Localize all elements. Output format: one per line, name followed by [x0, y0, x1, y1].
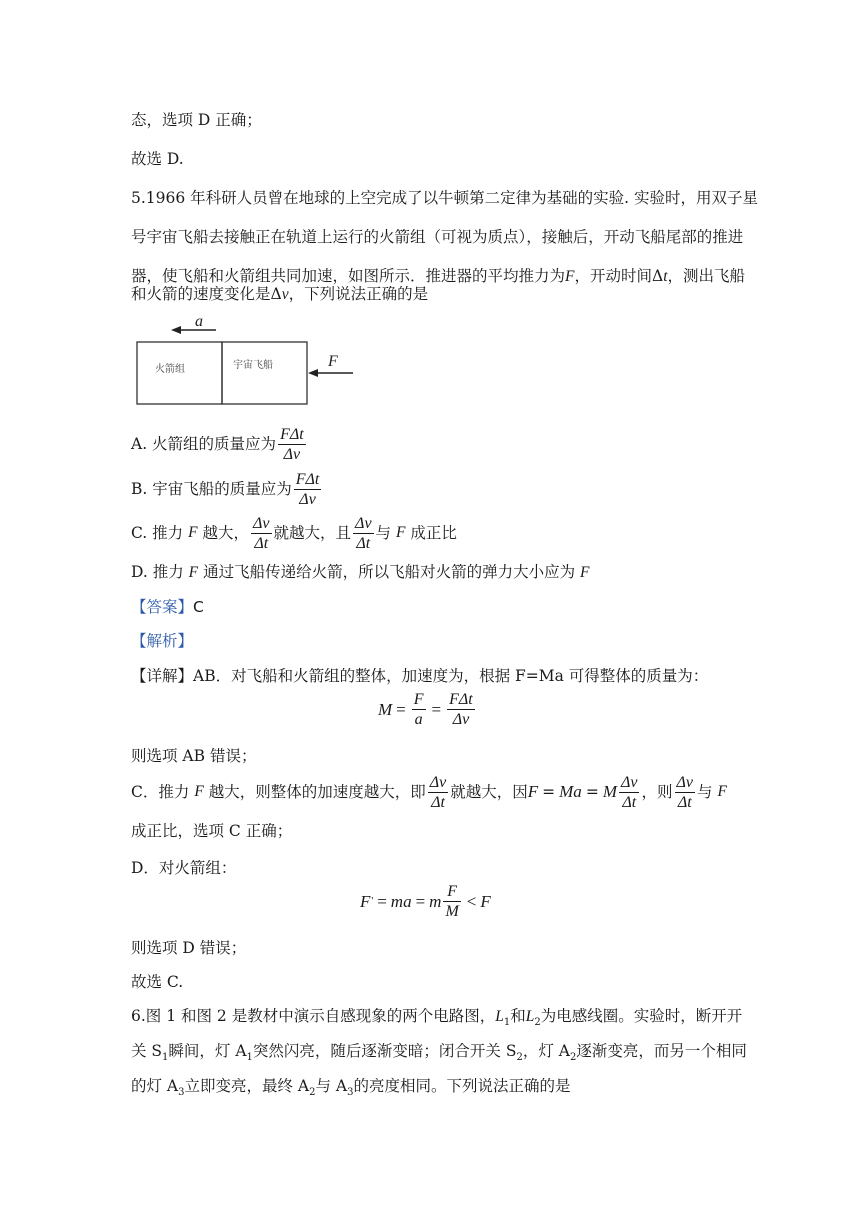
var-m: m — [429, 891, 442, 911]
subscript: 2 — [534, 1017, 541, 1029]
ship-label: 宇宙飞船 — [233, 360, 273, 371]
text: AB．对飞船和火箭组的整体，加速度为，根据 F=Ma 可得整体的质量为： — [193, 667, 709, 685]
fraction — [428, 773, 449, 812]
analysis-c — [131, 769, 727, 815]
text: 通过飞船传递给火箭，所以飞船对火箭的弹力大小应为 — [203, 563, 576, 581]
num: Δv — [676, 773, 693, 791]
answer-tag: 【答案】 — [131, 598, 194, 616]
den: Δt — [431, 793, 445, 811]
text: 就越大，且 — [273, 524, 352, 542]
var-F-prime: F — [360, 891, 371, 911]
num: Δv — [355, 514, 372, 532]
var-F: F — [194, 783, 204, 800]
text: 突然闪亮，随后逐渐变暗；闭合开关 S — [252, 1042, 517, 1060]
text: 与 A — [315, 1077, 348, 1095]
subscript: 1 — [503, 1017, 511, 1029]
equals: = — [542, 783, 556, 801]
equals: = — [585, 783, 599, 801]
text-line: D．对火箭组： — [131, 859, 237, 877]
text-line: 故选 C. — [131, 973, 184, 991]
subscript: 3 — [178, 1087, 185, 1099]
text: 成正比 — [410, 524, 457, 542]
text: ，灯 A — [522, 1042, 570, 1060]
subscript: 1 — [246, 1052, 253, 1064]
text: 立即变亮，最终 A — [184, 1077, 310, 1095]
den: Δt — [622, 793, 637, 811]
rocket-ship-figure — [131, 312, 371, 411]
text: D. 推力 — [131, 563, 184, 581]
den: a — [414, 711, 423, 728]
num: Δv — [620, 773, 638, 791]
var-M: M — [378, 699, 393, 719]
question-5-line: 5.1966 年科研人员曾在地球的上空完成了以牛顿第二定律为基础的实验. 实验时，用双子星 — [131, 189, 759, 207]
text-line: 则选项 AB 错误； — [131, 747, 257, 765]
equals: = — [415, 891, 426, 911]
text: 与 — [375, 524, 392, 542]
num: FΔt — [295, 470, 320, 488]
var-F: F — [565, 268, 575, 285]
fraction — [294, 470, 322, 509]
var-F: F — [580, 564, 590, 581]
text: 与 — [697, 783, 713, 801]
ship-box — [222, 342, 307, 404]
fraction — [675, 773, 696, 812]
text: 关 S — [131, 1042, 163, 1060]
detail-line — [131, 666, 708, 686]
text: A. 火箭组的质量应为 — [131, 435, 277, 453]
fraction — [447, 690, 475, 729]
text: 就越大，因 — [450, 783, 528, 801]
less-than: < — [466, 891, 477, 911]
text: 和 — [510, 1007, 526, 1025]
den: Δv — [299, 490, 316, 508]
fraction — [412, 690, 426, 729]
option-c — [131, 510, 457, 556]
subscript: 3 — [347, 1087, 354, 1099]
var-L: L — [495, 1008, 504, 1025]
text: 逐渐变亮，而另一个相同 — [576, 1042, 747, 1060]
den: Δt — [356, 534, 371, 552]
text-line: 故选 D. — [131, 150, 184, 168]
var-F: F — [527, 782, 539, 801]
var-F: F — [188, 524, 198, 541]
num: FΔt — [280, 425, 304, 443]
arrow-a-label: a — [195, 313, 203, 330]
num: F — [413, 691, 424, 708]
text: B. 宇宙飞船的质量应为 — [131, 480, 292, 498]
fraction — [443, 882, 460, 921]
figure-svg — [131, 312, 371, 407]
text: ，下列说法正确的是 — [288, 285, 429, 303]
text-line: 态，选项 D 正确； — [131, 111, 262, 129]
text: C. 推力 — [131, 524, 184, 542]
den: Δv — [283, 445, 301, 463]
fraction — [251, 514, 272, 553]
text: 的亮度相同。下列说法正确的是 — [353, 1077, 571, 1095]
analysis-tag: 【解析】 — [131, 632, 194, 650]
prime-mark: ' — [371, 896, 374, 907]
text-line: 则选项 D 错误； — [131, 939, 247, 957]
rocket-label: 火箭组 — [155, 364, 185, 375]
var-M: M — [602, 782, 617, 801]
den: Δv — [452, 711, 470, 728]
text: 越大， — [202, 524, 250, 542]
fraction — [619, 773, 640, 812]
option-b — [131, 466, 323, 512]
question-6-line — [131, 1041, 747, 1068]
analysis-line — [131, 631, 193, 651]
num: Δv — [429, 773, 447, 791]
subscript: 2 — [516, 1052, 523, 1064]
var-F: F — [480, 891, 491, 911]
force-label: F — [328, 353, 338, 370]
question-6-line — [131, 1076, 571, 1103]
detail-tag: 【详解】 — [131, 667, 194, 685]
text: 为电感线圈。实验时，断开开 — [540, 1007, 743, 1025]
question-5-line: 号宇宙飞船去接触正在轨道上运行的火箭组（可视为质点），接触后，开动飞船尾部的推进 — [131, 228, 744, 246]
var-F: F — [717, 783, 727, 800]
question-5-line — [131, 284, 428, 305]
equals: = — [431, 699, 442, 719]
num: F — [447, 883, 457, 900]
var-Ma: Ma — [559, 782, 582, 801]
subscript: 2 — [309, 1087, 316, 1099]
num: Δv — [253, 514, 270, 532]
num: FΔt — [449, 691, 473, 708]
text: C．推力 — [131, 783, 190, 801]
equals: = — [396, 699, 406, 719]
equation-mass — [378, 690, 477, 729]
den: Δt — [677, 793, 692, 811]
subscript: 1 — [162, 1052, 169, 1064]
den: Δt — [254, 534, 269, 552]
fraction — [353, 514, 374, 553]
answer-value: C — [193, 598, 204, 616]
var-F: F — [188, 564, 199, 581]
text: ，开动时间Δ — [574, 267, 664, 285]
text: 6.图 1 和图 2 是教材中演示自感现象的两个电路图， — [131, 1007, 496, 1025]
text: 和火箭的速度变化是Δ — [131, 285, 282, 303]
option-a — [131, 421, 308, 467]
equals: = — [377, 891, 387, 911]
option-d — [131, 562, 590, 583]
subscript: 2 — [569, 1052, 577, 1064]
text: 越大，则整体的加速度越大，即 — [208, 783, 426, 801]
var-t: t — [663, 268, 668, 285]
fraction — [278, 425, 306, 464]
answer-line — [131, 597, 204, 617]
text-line: 成正比，选项 C 正确； — [131, 822, 293, 840]
var-F: F — [396, 524, 406, 541]
question-6-line — [131, 1006, 742, 1033]
text: ，则 — [641, 783, 673, 801]
text: ，测出飞船 — [667, 267, 746, 285]
equation-rocket-force — [360, 882, 491, 921]
text: 瞬间，灯 A — [168, 1042, 247, 1060]
text: 器，使飞船和火箭组共同加速，如图所示．推进器的平均推力为 — [131, 267, 566, 285]
var-L: L — [525, 1008, 535, 1025]
den: M — [445, 903, 459, 920]
var-ma: ma — [390, 891, 412, 911]
var-v: v — [281, 286, 289, 303]
text: 的灯 A — [131, 1077, 179, 1095]
